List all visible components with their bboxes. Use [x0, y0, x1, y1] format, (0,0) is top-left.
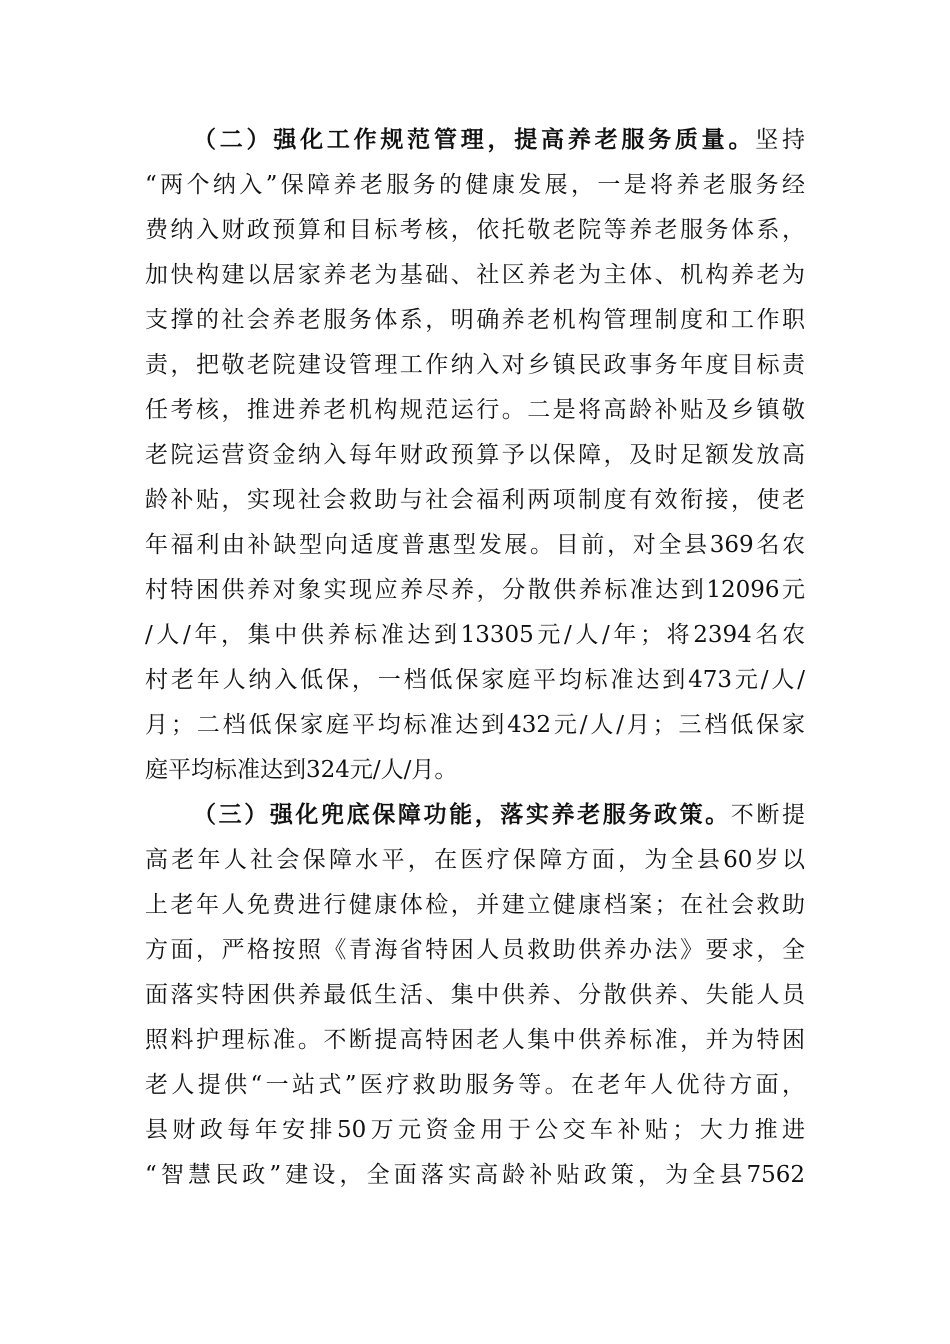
- paragraph-2-line-1-text: 坚持: [755, 127, 806, 153]
- paragraph-3-heading: （三）强化兜底保障功能，落实养老服务政策。: [193, 801, 731, 828]
- paragraph-2-line-14: 月；二档低保家庭平均标准达到432元/人/月；三档低保家: [145, 712, 805, 738]
- paragraph-3-line-4: 方面，严格按照《青海省特困人员救助供养办法》要求，全: [145, 937, 805, 963]
- paragraph-2-line-10: 年福利由补缺型向适度普惠型发展。目前，对全县369名农: [145, 532, 805, 558]
- paragraph-2-line-3: 费纳入财政预算和目标考核，依托敬老院等养老服务体系，: [145, 217, 805, 243]
- paragraph-3-line-5: 面落实特困供养最低生活、集中供养、分散供养、失能人员: [145, 982, 805, 1008]
- paragraph-2-line-13: 村老年人纳入低保，一档低保家庭平均标准达到473元/人/: [145, 667, 805, 693]
- paragraph-3-line-7: 老人提供“一站式”医疗救助服务等。在老年人优待方面，: [145, 1072, 805, 1098]
- paragraph-2-line-15: 庭平均标准达到324元/人/月。: [145, 757, 458, 783]
- paragraph-2-line-6: 责，把敬老院建设管理工作纳入对乡镇民政事务年度目标责: [145, 352, 805, 378]
- paragraph-3-line-8: 县财政每年安排50万元资金用于公交车补贴；大力推进: [145, 1117, 805, 1143]
- paragraph-2-line-4: 加快构建以居家养老为基础、社区养老为主体、机构养老为: [145, 262, 805, 288]
- paragraph-2-line-1: [193, 118, 805, 162]
- paragraph-2-line-9: 龄补贴，实现社会救助与社会福利两项制度有效衔接，使老: [145, 487, 805, 513]
- paragraph-3-line-9: “智慧民政”建设，全面落实高龄补贴政策，为全县7562: [145, 1162, 805, 1188]
- paragraph-2-line-12: /人/年，集中供养标准达到13305元/人/年；将2394名农: [145, 622, 805, 648]
- paragraph-2-line-2: “两个纳入”保障养老服务的健康发展，一是将养老服务经: [145, 172, 805, 198]
- paragraph-3-line-6: 照料护理标准。不断提高特困老人集中供养标准，并为特困: [145, 1027, 805, 1053]
- paragraph-3-line-1-text: 不断提: [730, 802, 806, 828]
- paragraph-3-line-2: 高老年人社会保障水平，在医疗保障方面，为全县60岁以: [145, 847, 805, 873]
- paragraph-3-line-1: [193, 793, 805, 837]
- paragraph-2-line-5: 支撑的社会养老服务体系，明确养老机构管理制度和工作职: [145, 307, 805, 333]
- paragraph-2-line-8: 老院运营资金纳入每年财政预算予以保障，及时足额发放高: [145, 442, 805, 468]
- paragraph-2-line-7: 任考核，推进养老机构规范运行。二是将高龄补贴及乡镇敬: [145, 397, 805, 423]
- paragraph-2-line-11: 村特困供养对象实现应养尽养，分散供养标准达到12096元: [145, 577, 805, 603]
- paragraph-2-heading: （二）强化工作规范管理，提高养老服务质量。: [193, 126, 756, 153]
- paragraph-3-line-3: 上老年人免费进行健康体检，并建立健康档案；在社会救助: [145, 892, 805, 918]
